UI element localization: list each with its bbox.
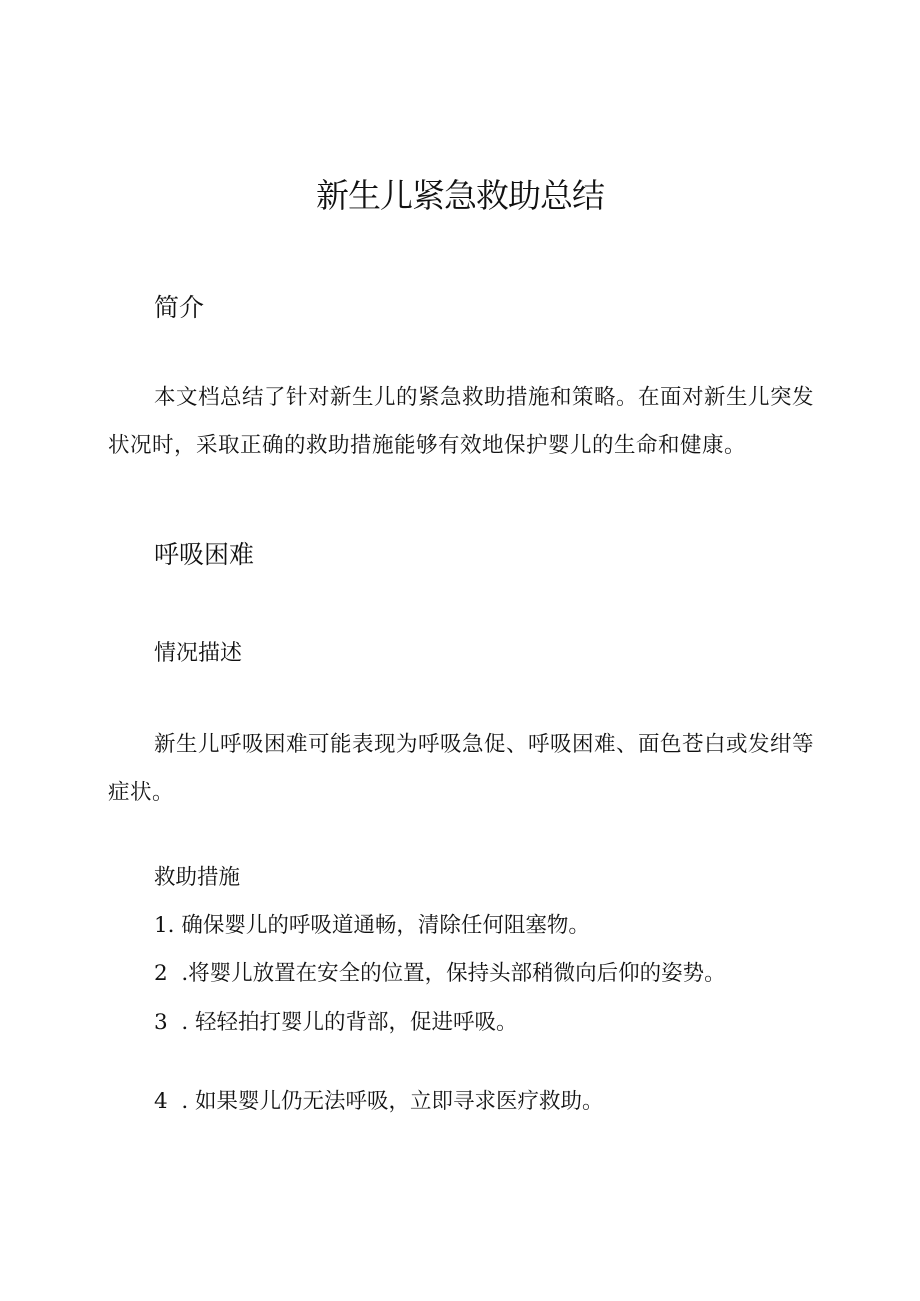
section-heading-intro: 简介 bbox=[154, 293, 205, 322]
situation-paragraph: 新生儿呼吸困难可能表现为呼吸急促、呼吸困难、面色苍白或发绀等症状。 bbox=[108, 732, 815, 805]
intro-paragraph: 本文档总结了针对新生儿的紧急救助措施和策略。在面对新生儿突发状况时，采取正确的救助措施能够有效地保护婴儿的生命和健康。 bbox=[108, 385, 815, 458]
list-item: 2 .将婴儿放置在安全的位置，保持头部稍微向后仰的姿势。 bbox=[154, 961, 726, 986]
list-item: 3 . 轻轻拍打婴儿的背部，促进呼吸。 bbox=[154, 1010, 518, 1035]
measures-label: 救助措施 bbox=[154, 865, 241, 890]
document-title: 新生儿紧急救助总结 bbox=[316, 176, 604, 215]
section-heading-breathing: 呼吸困难 bbox=[154, 540, 255, 569]
list-item: 1. 确保婴儿的呼吸道通畅，清除任何阻塞物。 bbox=[154, 913, 590, 938]
subsection-heading-situation: 情况描述 bbox=[154, 641, 243, 666]
list-item: 4 . 如果婴儿仍无法呼吸，立即寻求医疗救助。 bbox=[154, 1089, 604, 1114]
